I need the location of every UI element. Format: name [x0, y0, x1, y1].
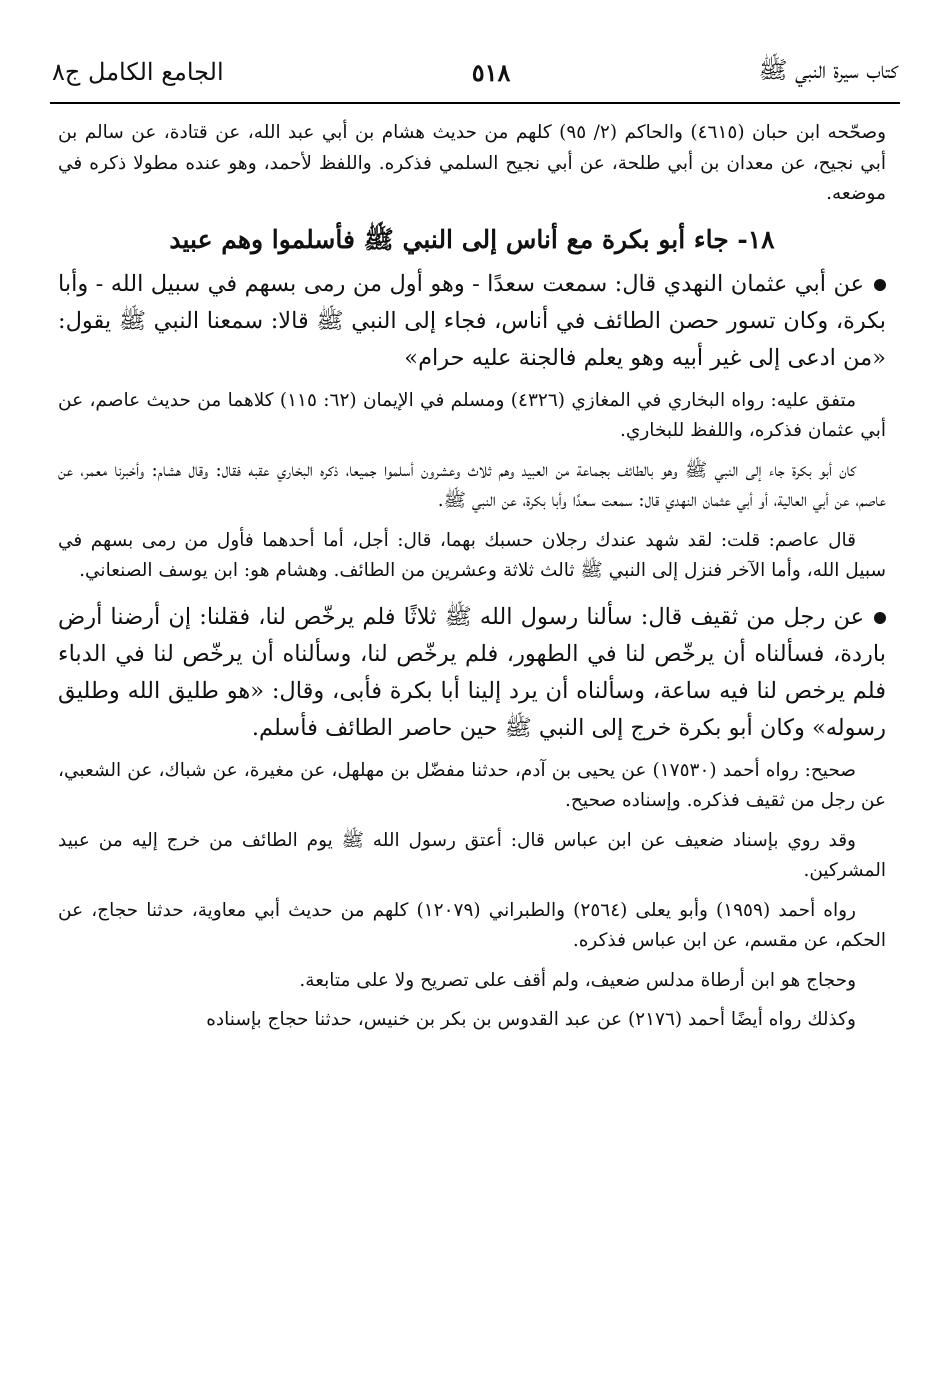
hadith-text-2: عن رجل من ثقيف قال: سألنا رسول الله ﷺ ثلاثًا فلم يرخّص لنا، فقلنا: إن أرضنا أرض باردة، فسألناه أن يرخّص لنا في الطهور، فلم يرخّص لنا، وسألناه أن يرخّص لنا في الدباء فلم يرخص لنا فيه ساعة، وسألناه أن يرد إلينا أبا بكرة فأبى، وقال: «هو طليق الله وطليق رسوله» وكان أبو بكرة خرج إلى النبي ﷺ حين حاصر الطائف فأسلم.	[58, 603, 886, 741]
header-divider	[50, 102, 900, 104]
intro-paragraph: وصحّحه ابن حبان (٤٦١٥) والحاكم (٢/ ٩٥) كلهم من حديث هشام بن أبي عبد الله، عن قتادة، عن سالم بن أبي نجيح، عن معدان بن أبي طلحة، عن أبي نجيح السلمي فذكره. واللفظ لأحمد، وهو عنده مطولا ذكره في موضعه.	[58, 122, 887, 204]
note-paragraph-4: صحيح: رواه أحمد (١٧٥٣٠) عن يحيى بن آدم، حدثنا مفضّل بن مهلهل، عن مغيرة، عن شباك، عن الشعبي، عن رجل من ثقيف فذكره. وإسناده صحيح.	[58, 759, 886, 811]
hadith-text-1: عن أبي عثمان النهدي قال: سمعت سعدًا - وهو أول من رمى بسهم في سبيل الله - وأبا بكرة، وكان تسور حصن الطائف في أناس، فجاء إلى النبي ﷺ قالا: سمعنا النبي ﷺ يقول: «من ادعى إلى غير أبيه وهو يعلم فالجنة عليه حرام»	[58, 270, 886, 371]
book-title: كتاب سيرة النبي ﷺ	[758, 55, 898, 84]
hadith-paragraph-1	[58, 266, 886, 377]
volume-title: الجامع الكامل ج٨	[52, 58, 224, 86]
bullet-icon	[874, 612, 886, 624]
note-paragraph-1: متفق عليه: رواه البخاري في المغازي (٤٣٢٦) ومسلم في الإيمان (٦٢: ١١٥) كلاهما من حديث عاصم، عن أبي عثمان فذكره، واللفظ للبخاري.	[58, 389, 886, 441]
note-paragraph-7: وحجاج هو ابن أرطاة مدلس ضعيف، ولم أقف على تصريح ولا على متابعة.	[299, 969, 856, 991]
page-body	[58, 118, 886, 1036]
section-heading: ١٨- جاء أبو بكرة مع أناس إلى النبي ﷺ فأسلموا وهم عبيد	[169, 224, 775, 254]
note-paragraph-5: وقد روي بإسناد ضعيف عن ابن عباس قال: أعتق رسول الله ﷺ يوم الطائف من خرج إليه من عبيد المشركين.	[58, 829, 886, 881]
page-number: ٥١٨	[471, 57, 511, 87]
note-paragraph-3: قال عاصم: قلت: لقد شهد عندك رجلان حسبك بهما، قال: أجل، أما أحدهما فأول من رمى بسهم في سبيل الله، وأما الآخر فنزل إلى النبي ﷺ ثالث ثلاثة وعشرين من الطائف. وهشام هو: ابن يوسف الصنعاني.	[58, 529, 886, 581]
note-paragraph-8: وكذلك رواه أيضًا أحمد (٢١٧٦) عن عبد القدوس بن بكر بن خنيس، حدثنا حجاج بإسناده	[206, 1009, 856, 1030]
note-paragraph-6: رواه أحمد (١٩٥٩) وأبو يعلى (٢٥٦٤) والطبراني (١٢٠٧٩) كلهم من حديث أبي معاوية، حدثنا حجاج، عن الحكم، عن مقسم، عن ابن عباس فذكره.	[58, 899, 886, 951]
note-paragraph-2: كان أبو بكرة جاء إلى النبي ﷺ وهو بالطائف بجماعة من العبيد وهم ثلاث وعشرون أسلموا جميعا، ذكره البخاري عقبه فقال: وقال هشام: وأخبرنا معمر، عن عاصم، عن أبي العالية، أو أبي عثمان النهدي قال: سمعت سعدًا وأبا بكرة، عن النبي ﷺ.	[58, 459, 886, 511]
hadith-paragraph-2	[58, 599, 886, 747]
bullet-icon	[874, 279, 886, 291]
page-header	[52, 52, 898, 92]
